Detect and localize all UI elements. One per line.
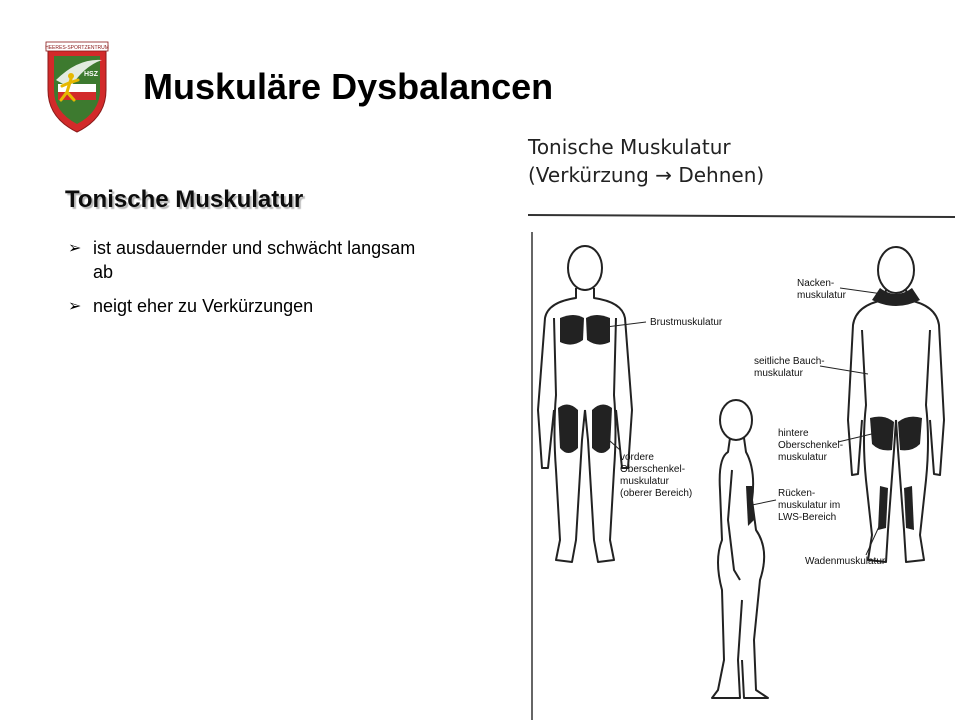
label-rueckenmuskulatur: Rücken- muskulatur im LWS-Bereich	[778, 488, 841, 523]
bullet-list	[68, 236, 438, 328]
front-body-figure	[538, 246, 632, 562]
section-heading: Tonische Muskulatur	[65, 186, 304, 213]
arrow-bullet-icon: ➢	[68, 238, 82, 257]
label-nackenmuskulatur: Nacken- muskulatur	[797, 278, 846, 301]
logo-badge: HSZ	[84, 71, 98, 78]
hsz-shield-icon	[44, 40, 110, 134]
vorder-right	[592, 404, 612, 453]
label-hintere-oberschenkel: hintere Oberschenkel- muskulatur	[778, 428, 844, 463]
slide-title: Muskuläre Dysbalancen	[143, 66, 554, 107]
brust-right	[586, 315, 610, 345]
side-body-figure	[712, 400, 768, 698]
waden-left	[878, 486, 888, 530]
bullet-item	[68, 294, 438, 318]
muscle-figure	[505, 126, 960, 720]
leader-lines	[598, 288, 890, 555]
figure-title-line1: Tonische Muskulatur	[528, 135, 731, 159]
label-bauchmuskulatur: seitliche Bauch- muskulatur	[754, 356, 825, 379]
bullet-item	[68, 236, 438, 284]
bullet-text: ist ausdauernder und schwächt langsam ab	[93, 238, 416, 282]
logo-text: HEERES-SPORTZENTRUM	[45, 45, 109, 51]
figure-title-line2: (Verkürzung → Dehnen)	[528, 163, 765, 187]
waden-right	[904, 486, 914, 530]
figure-divider	[528, 215, 955, 217]
label-wadenmuskulatur: Wadenmuskulatur	[805, 556, 886, 567]
hinter-right	[898, 417, 922, 451]
hsz-logo	[44, 40, 110, 134]
vorder-left	[558, 404, 578, 453]
label-brustmuskulatur: Brustmuskulatur	[650, 317, 723, 328]
label-vordere-oberschenkel: vordere Oberschenkel- muskulatur (oberer Bereich)	[620, 452, 693, 499]
arrow-bullet-icon: ➢	[68, 296, 82, 315]
bullet-text: neigt eher zu Verkürzungen	[93, 296, 314, 316]
brust-left	[560, 315, 584, 345]
nacken	[872, 288, 920, 306]
